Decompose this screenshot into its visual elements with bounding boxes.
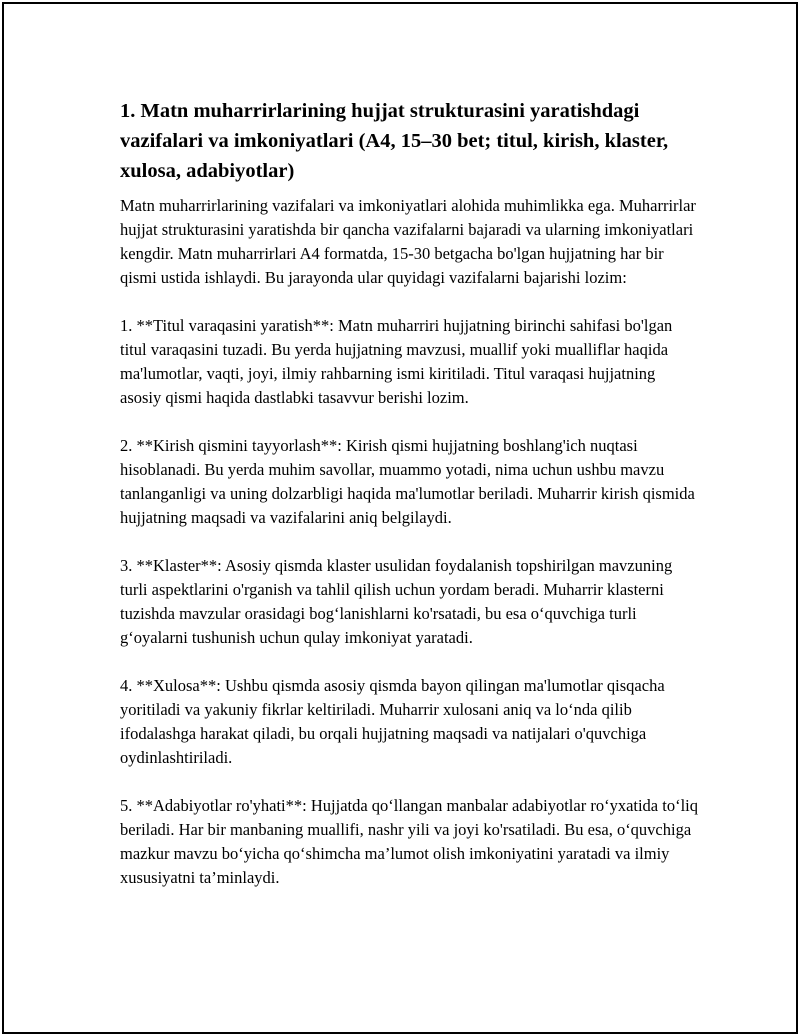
section-item-kirish: 2. **Kirish qismini tayyorlash**: Kirish qismi hujjatning boshlang'ich nuqtasi hisoblanadi. Bu yerda muhim savollar, muammo yotadi, nima uchun ushbu mavzu tanlanganligi va uning dolzarbligi haqida ma'lumotlar beriladi. Muharrir kirish qismida hujjatning maqsadi va vazifalarini aniq belgilaydi. xyxy=(120,436,695,527)
section-item-klaster: 3. **Klaster**: Asosiy qismda klaster usulidan foydalanish topshirilgan mavzuning turli aspektlarini o'rganish va tahlil qilish uchun yordam beradi. Muharrir klasterni tuzishda mavzular orasidagi bog‘lanishlarni ko'rsatadi, bu esa o‘quvchiga turli g‘oyalarni tushunish uchun qulay imkoniyat yaratadi. xyxy=(120,556,673,647)
document-heading: 1. Matn muharrirlarining hujjat strukturasini yaratishdagi vazifalari va imkoniyatlari (A4, 15–30 bet; titul, kirish, klaster, xulosa, adabiyotlar) xyxy=(120,100,669,182)
section-item-adabiyotlar: 5. **Adabiyotlar ro'yhati**: Hujjatda qo‘llangan manbalar adabiyotlar ro‘yxatida to‘liq beriladi. Har bir manbaning muallifi, nashr yili va joyi ko'rsatiladi. Bu esa, o‘quvchiga mazkur mavzu bo‘yicha qo‘shimcha ma’lumot olish imkoniyatini yaratadi va ilmiy xususiyatni ta’minlaydi. xyxy=(120,796,699,887)
document-content xyxy=(120,96,700,890)
section-item-titul: 1. **Titul varaqasini yaratish**: Matn muharriri hujjatning birinchi sahifasi bo'lgan titul varaqasini tuzadi. Bu yerda hujjatning mavzusi, muallif yoki mualliflar haqida ma'lumotlar, vaqti, joyi, ilmiy rahbarning ismi kiritiladi. Titul varaqasi hujjatning asosiy qismi haqida dastlabki tasavvur berishi lozim. xyxy=(120,316,673,407)
intro-paragraph: Matn muharrirlarining vazifalari va imkoniyatlari alohida muhimlikka ega. Muharrirlar hujjat strukturasini yaratishda bir qancha vazifalarni bajaradi va ularning imkoniyatlari kengdir. Matn muharrirlari A4 formatda, 15-30 betgacha bo'lgan hujjatning har bir qismi ustida ishlaydi. Bu jarayonda ular quyidagi vazifalarni bajarishi lozim: xyxy=(120,196,696,287)
section-item-xulosa: 4. **Xulosa**: Ushbu qismda asosiy qismda bayon qilingan ma'lumotlar qisqacha yoritiladi va yakuniy fikrlar keltiriladi. Muharrir xulosani aniq va lo‘nda qilib ifodalashga harakat qiladi, bu orqali hujjatning maqsadi va natijalari o'quvchiga oydinlashtiriladi. xyxy=(120,676,665,767)
document-page xyxy=(2,2,798,1034)
